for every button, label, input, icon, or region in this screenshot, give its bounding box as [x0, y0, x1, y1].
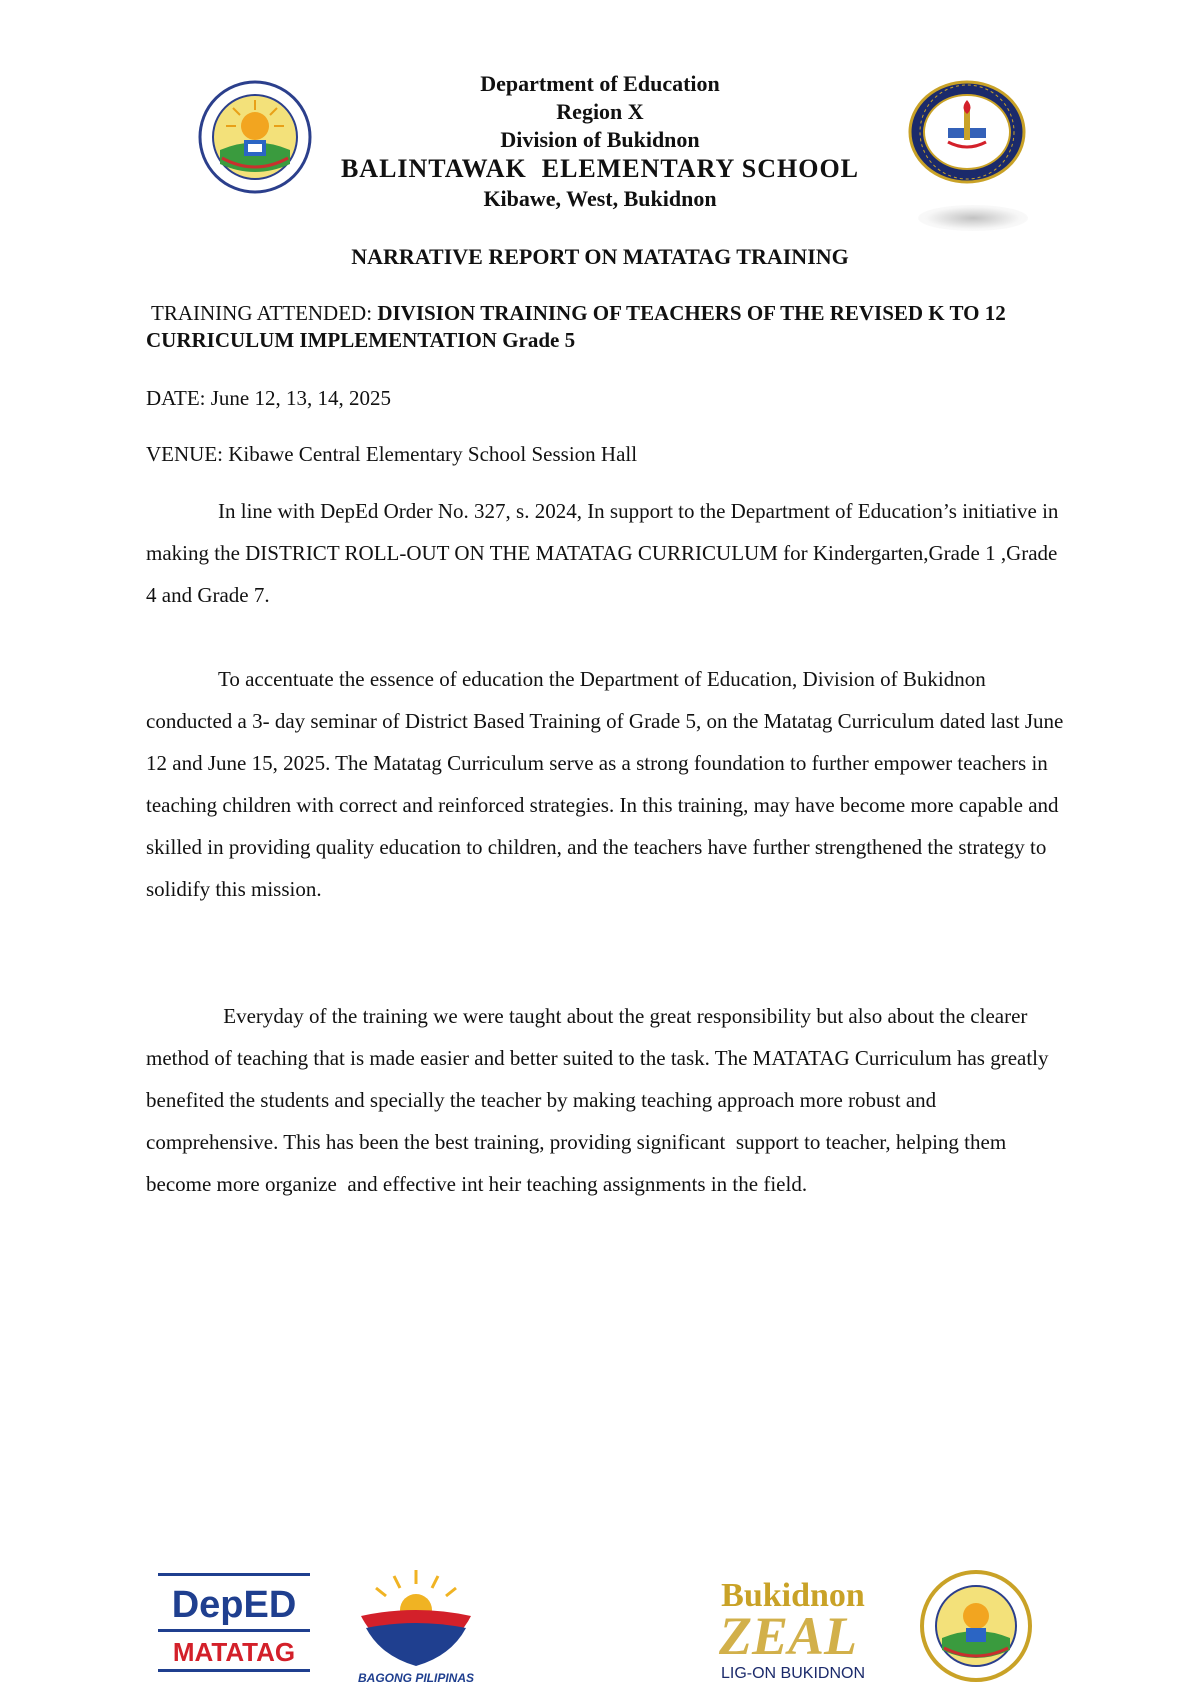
date-label: DATE:	[146, 386, 211, 410]
division-name: Division of Bukidnon	[500, 127, 700, 152]
training-label: TRAINING ATTENDED:	[151, 301, 378, 325]
report-title: NARRATIVE REPORT ON MATATAG TRAINING	[351, 244, 849, 269]
deped-matatag-logo-icon	[158, 1573, 310, 1683]
bagong-pilipinas-logo-icon	[336, 1566, 496, 1686]
training-date	[146, 385, 1066, 412]
paragraph-2: To accentuate the essence of education the Department of Education, Division of Bukidnon conducted a 3- day seminar of District Based Training of Grade 5, on the Matatag Curriculum dated last June 12 and June 15, 2025. The Matatag Curriculum serve as a strong foundation to further empower teachers in teaching children with correct and reinforced strategies. In this training, may have become more capable and skilled in providing quality education to children, and the teachers have further strengthened the strategy to solidify this mission.	[146, 667, 1064, 901]
school-address: Kibawe, West, Bukidnon	[483, 186, 717, 211]
training-value: DIVISION TRAINING OF TEACHERS OF THE REVISED K TO 12 CURRICULUM IMPLEMENTATION Grade 5	[146, 301, 1006, 352]
department-name: Department of Education	[480, 71, 720, 96]
lig-on-text: LIG-ON BUKIDNON	[720, 1665, 866, 1682]
bukidnon-text: Bukidnon	[721, 1577, 865, 1614]
paragraph-1: In line with DepEd Order No. 327, s. 2024, In support to the Department of Education’s initiative in making the DISTRICT ROLL-OUT ON THE MATATAG CURRICULUM for Kindergarten,Grade 1 ,Grade 4 and Grade 7.	[146, 499, 1059, 607]
letterhead	[0, 70, 1200, 214]
venue-label: VENUE:	[146, 442, 229, 466]
deped-text: DepED	[171, 1584, 297, 1626]
zeal-text: ZEAL	[718, 1606, 858, 1666]
training-venue	[146, 441, 1066, 468]
bagong-pilipinas-text: BAGONG PILIPINAS	[357, 1671, 475, 1685]
sanggay-bukidnon-footer-seal-icon	[920, 1570, 1032, 1682]
bukidnon-zeal-logo-icon	[668, 1576, 918, 1682]
venue-value: Kibawe Central Elementary School Session Hall	[228, 442, 638, 466]
school-name: BALINTAWAK ELEMENTARY SCHOOL	[340, 154, 860, 183]
paragraph-3: Everyday of the training we were taught about the great responsibility but also about the clearer method of teaching that is made easier and better suited to the task. The MATATAG Curriculum has greatly benefited the students and specially the teacher by making teaching approach more robust and comprehensive. This has been the best training, providing significant support to teacher, helping them become more organize and effective int heir teaching assignments in the field.	[146, 1004, 1054, 1196]
region-name: Region X	[556, 99, 644, 124]
matatag-text: MATATAG	[172, 1637, 296, 1667]
date-value: June 12, 13, 14, 2025	[210, 386, 391, 410]
training-attended	[146, 300, 1066, 354]
